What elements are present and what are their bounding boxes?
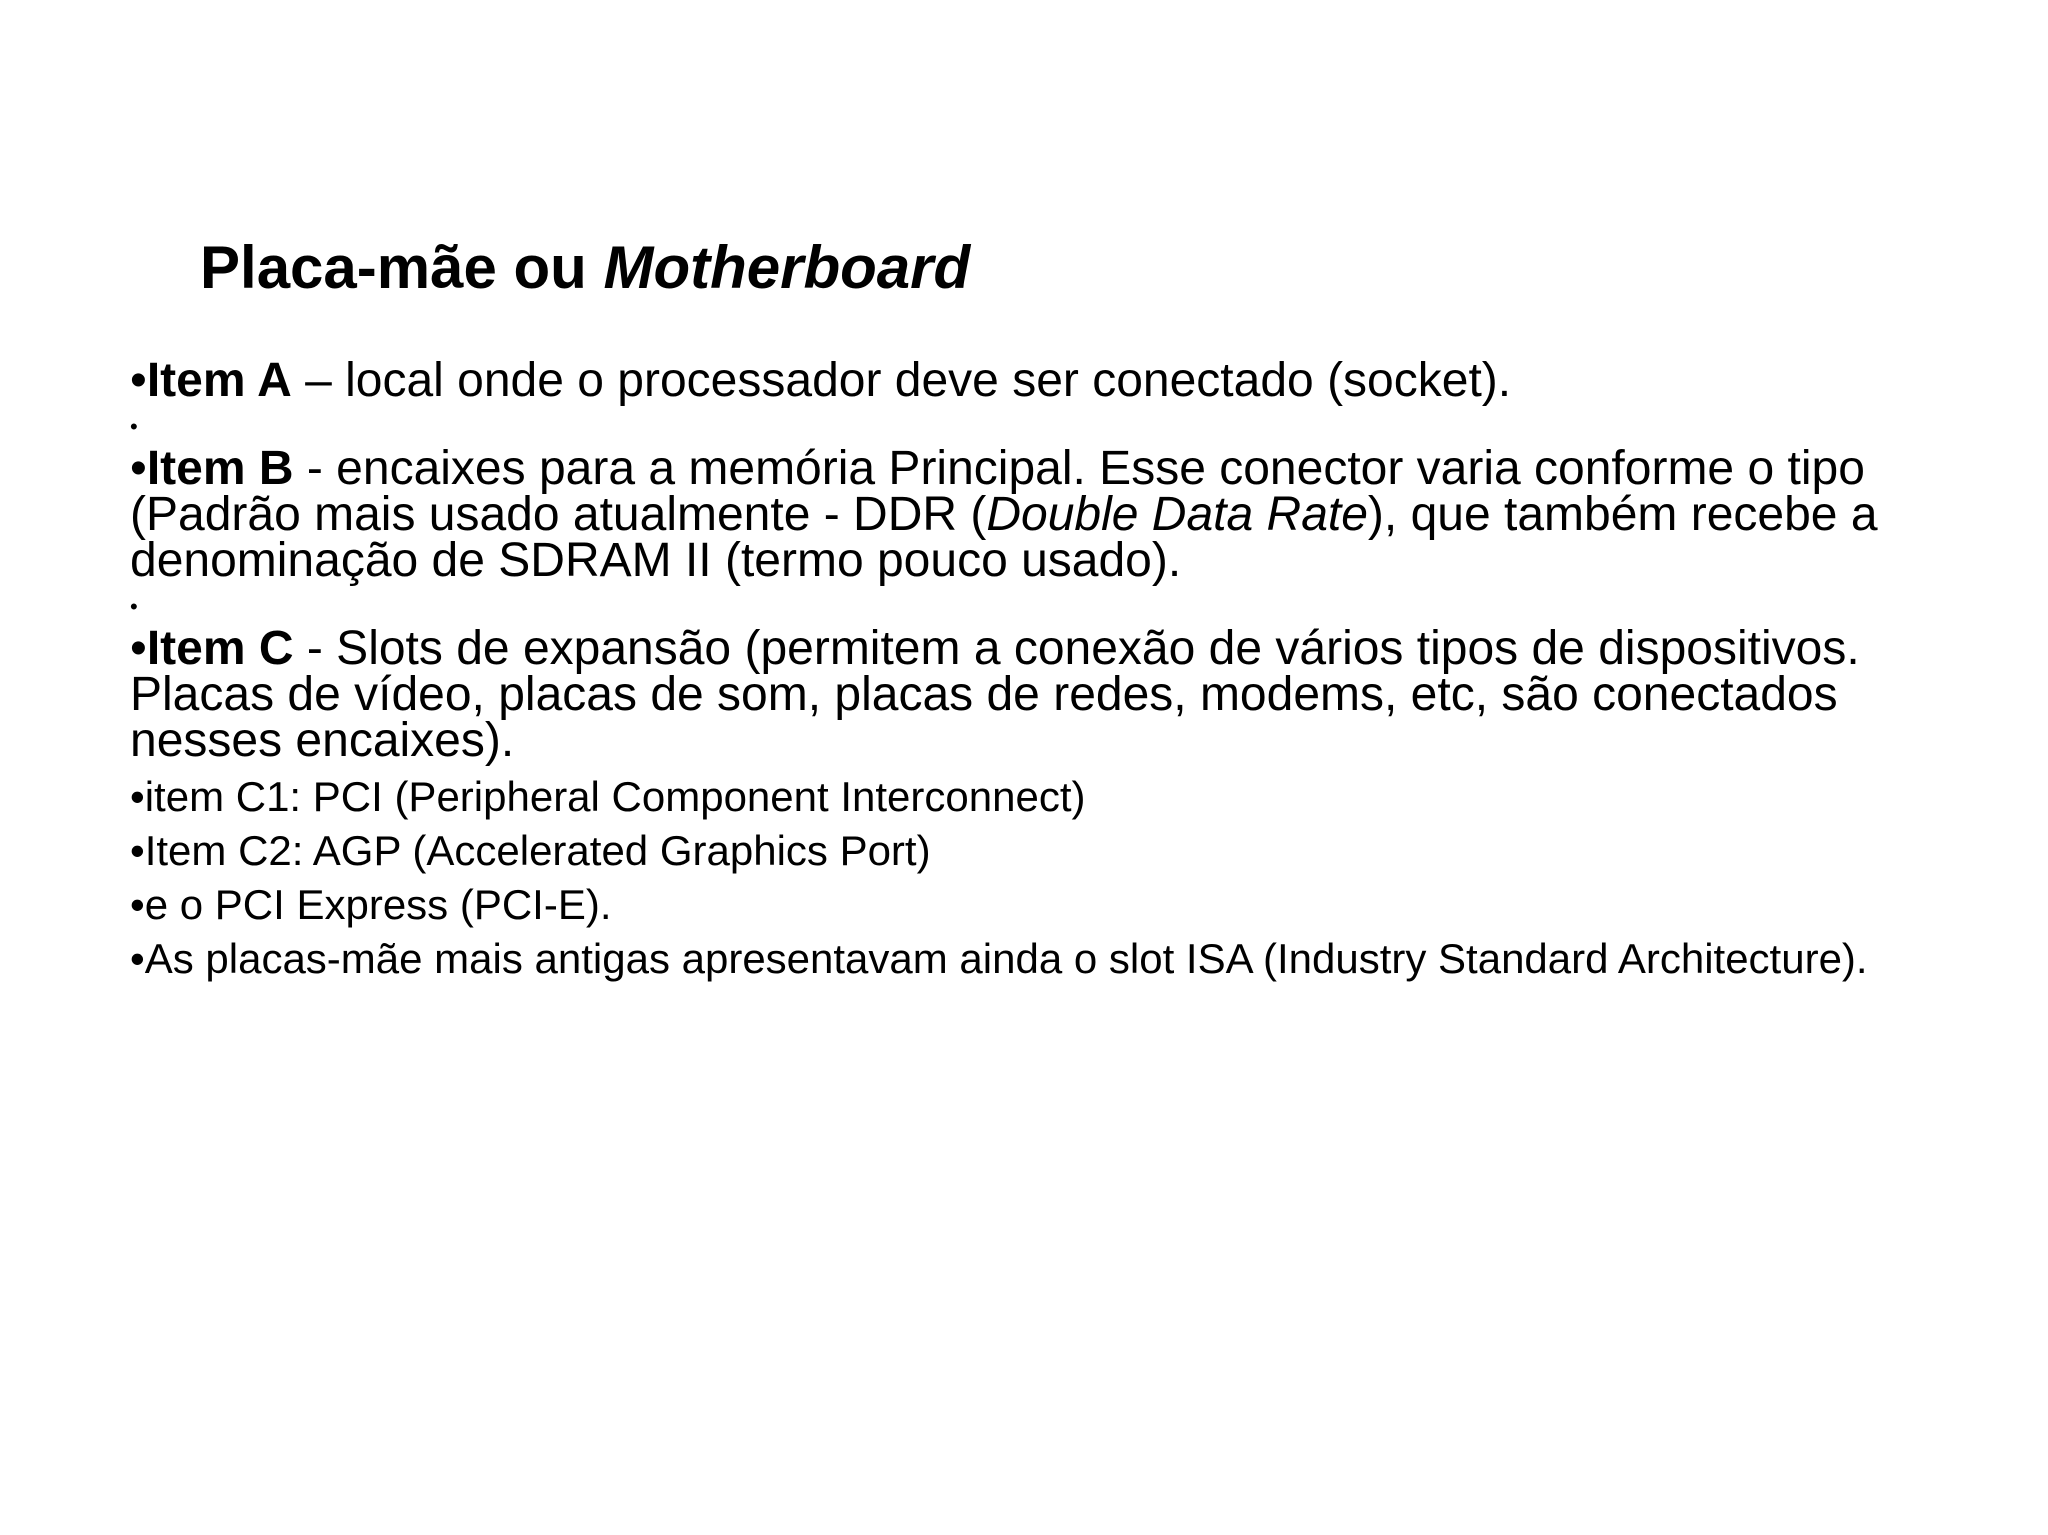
item-pcie-text: e o PCI Express (PCI-E).	[144, 881, 612, 928]
item-b-label: Item B	[146, 442, 294, 495]
item-c-text: - Slots de expansão (permitem a conexão de vários tipos de dispositivos. Placas de vídeo, placas de som, placas de redes, modems, etc, são conectados nesses encaixes).	[130, 622, 1860, 767]
bullet-item-c1	[130, 773, 1950, 820]
bullet-marker: •	[130, 827, 145, 874]
item-c2-text: Item C2: AGP (Accelerated Graphics Port)	[144, 827, 931, 874]
slide-title	[200, 228, 970, 308]
title-italic: Motherboard	[603, 234, 971, 301]
item-isa-text: As placas-mãe mais antigas apresentavam ainda o slot ISA (Industry Standard Architecture).	[144, 935, 1868, 982]
slide-body	[130, 350, 1950, 980]
item-c-label: Item C	[146, 622, 294, 675]
bullet-marker: •	[130, 442, 147, 495]
item-a-text: – local onde o processador deve ser conectado (socket).	[291, 354, 1512, 407]
item-c1-text: item C1: PCI (Peripheral Component Interconnect)	[144, 773, 1086, 820]
bullet-marker: •	[130, 935, 145, 982]
bullet-marker: •	[130, 881, 145, 928]
bullet-item-pcie	[130, 881, 1950, 928]
title-regular: Placa-mãe ou	[200, 234, 604, 301]
empty-bullet: •	[130, 414, 138, 439]
item-b-text-after: ), que também recebe a denominação de SDRAM II (termo pouco usado).	[130, 488, 1878, 587]
bullet-item-isa	[130, 935, 1950, 982]
empty-bullet: •	[130, 594, 138, 619]
item-a-label: Item A	[146, 354, 292, 407]
bullet-item-b	[130, 442, 1950, 587]
bullet-marker: •	[130, 773, 145, 820]
bullet-marker: •	[130, 354, 147, 407]
bullet-item-a	[130, 354, 1950, 407]
bullet-item-c2	[130, 827, 1950, 874]
bullet-item-c	[130, 622, 1950, 767]
bullet-marker: •	[130, 622, 147, 675]
item-b-italic: Double Data Rate	[986, 488, 1368, 541]
item-b-text-before: - encaixes para a memória Principal. Esse conector varia conforme o tipo (Padrão mais usado atualmente - DDR (	[130, 442, 1865, 541]
